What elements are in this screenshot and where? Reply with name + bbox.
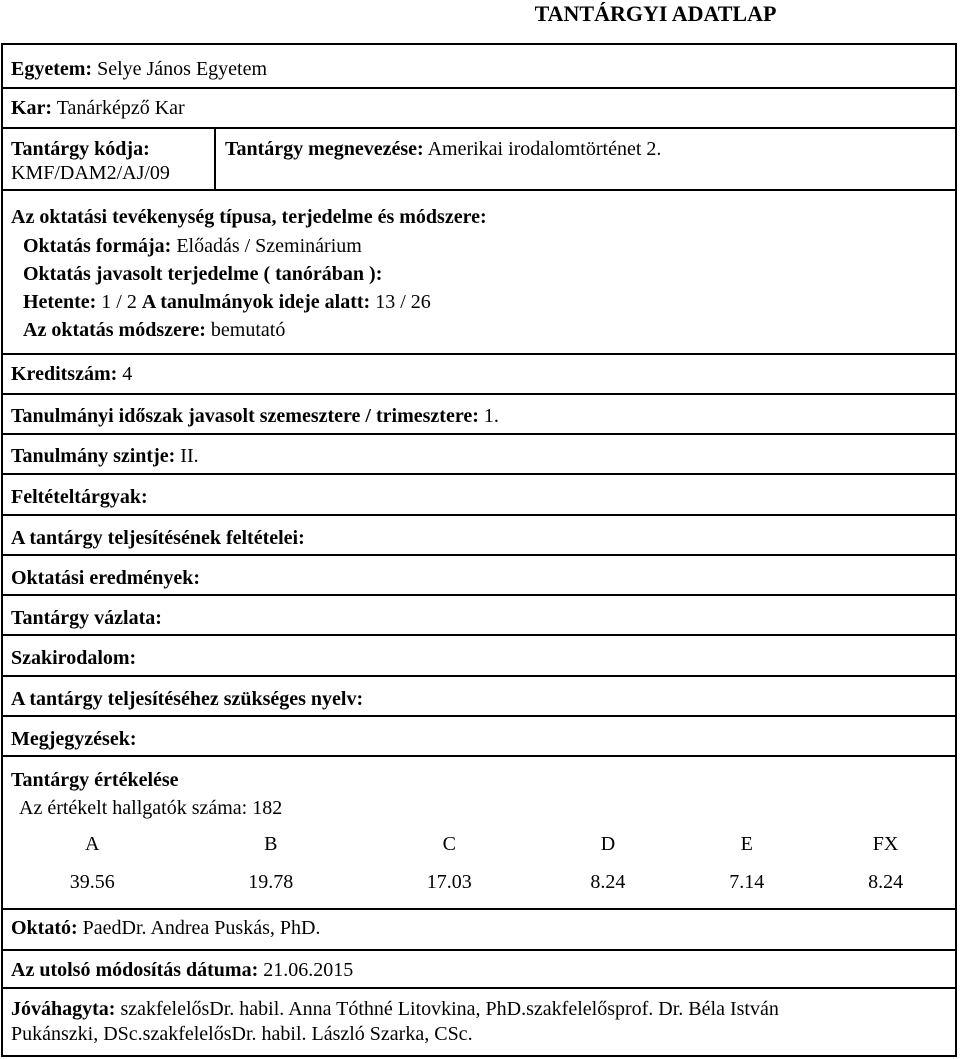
literature-row bbox=[3, 634, 955, 675]
faculty-row bbox=[3, 87, 955, 127]
course-data-sheet bbox=[1, 43, 957, 1057]
conditions-row bbox=[3, 514, 955, 554]
notes-row bbox=[3, 715, 955, 755]
method-label: Az oktatás módszere: bbox=[23, 319, 206, 341]
course-code-label: Tantárgy kódja: bbox=[11, 138, 150, 160]
grade-value: 7.14 bbox=[729, 870, 765, 893]
teacher-label: Oktató: bbox=[11, 917, 78, 939]
level-value: II. bbox=[180, 445, 199, 467]
credits-label: Kreditszám: bbox=[11, 363, 118, 385]
course-name-label: Tantárgy megnevezése: bbox=[225, 138, 424, 160]
faculty-label: Kar: bbox=[11, 97, 53, 119]
grade-header: C bbox=[442, 832, 456, 855]
grade-value: 17.03 bbox=[426, 870, 472, 893]
grade-header: B bbox=[264, 832, 278, 855]
credits-row bbox=[3, 353, 955, 393]
teaching-scope-label: Oktatás javasolt terjedelme ( tanórában ): bbox=[23, 263, 383, 285]
conditions-label: A tantárgy teljesítésének feltételei: bbox=[11, 527, 305, 549]
teacher-value: PaedDr. Andrea Puskás, PhD. bbox=[82, 917, 321, 939]
grade-value: 8.24 bbox=[590, 870, 626, 893]
weekly-label: Hetente: bbox=[23, 291, 97, 313]
last-modified-value: 21.06.2015 bbox=[263, 959, 354, 981]
teacher-row bbox=[3, 908, 955, 949]
column-divider bbox=[214, 129, 216, 189]
grade-value: 39.56 bbox=[69, 870, 115, 893]
outcomes-label: Oktatási eredmények: bbox=[11, 567, 201, 589]
grade-table bbox=[3, 825, 955, 901]
literature-label: Szakirodalom: bbox=[11, 647, 137, 669]
last-modified-row bbox=[3, 949, 955, 987]
university-label: Egyetem: bbox=[11, 58, 93, 80]
grade-header: E bbox=[740, 832, 753, 855]
language-label: A tantárgy teljesítéséhez szükséges nyelv: bbox=[11, 688, 364, 710]
grade-header-row bbox=[3, 825, 955, 863]
university-row bbox=[11, 57, 267, 81]
teaching-row bbox=[3, 189, 955, 353]
outcomes-row bbox=[3, 554, 955, 594]
prerequisites-row bbox=[3, 473, 955, 514]
approved-line2: Pukánszki, DSc.szakfelelősDr. habil. László Szarka, CSc. bbox=[11, 1023, 473, 1045]
university-value: Selye János Egyetem bbox=[97, 58, 268, 80]
outline-label: Tantárgy vázlata: bbox=[11, 607, 162, 629]
course-code-value: KMF/DAM2/AJ/09 bbox=[11, 162, 170, 184]
teaching-form-label: Oktatás formája: bbox=[23, 235, 172, 257]
teaching-heading: Az oktatási tevékenység típusa, terjedelme és módszere: bbox=[11, 206, 487, 228]
language-row bbox=[3, 675, 955, 715]
grade-value-row bbox=[3, 863, 955, 901]
period-value: 13 / 26 bbox=[375, 291, 431, 313]
prerequisites-label: Feltételtárgyak: bbox=[11, 486, 148, 508]
course-id-row bbox=[3, 127, 955, 189]
page-title: TANTÁRGYI ADATLAP bbox=[534, 1, 777, 26]
level-row bbox=[3, 433, 955, 473]
approved-label: Jóváhagyta: bbox=[11, 998, 116, 1020]
outline-row bbox=[3, 594, 955, 634]
grade-value: 19.78 bbox=[248, 870, 294, 893]
semester-value: 1. bbox=[483, 405, 499, 427]
level-label: Tanulmány szintje: bbox=[11, 445, 176, 467]
approved-line1: szakfelelősDr. habil. Anna Tóthné Litovkina, PhD.szakfelelősprof. Dr. Béla István bbox=[120, 998, 779, 1020]
semester-row bbox=[3, 393, 955, 433]
grade-header: FX bbox=[872, 832, 899, 855]
grade-header: A bbox=[85, 832, 100, 855]
grade-header: D bbox=[600, 832, 616, 855]
evaluation-row bbox=[3, 755, 955, 908]
credits-value: 4 bbox=[122, 363, 133, 385]
last-modified-label: Az utolsó módosítás dátuma: bbox=[11, 959, 259, 981]
teaching-form-value: Előadás / Szeminárium bbox=[176, 235, 362, 257]
period-label: A tanulmányok ideje alatt: bbox=[141, 291, 371, 313]
grade-value: 8.24 bbox=[868, 870, 904, 893]
course-name-value: Amerikai irodalomtörténet 2. bbox=[427, 138, 662, 160]
approved-row bbox=[3, 987, 955, 1055]
notes-label: Megjegyzések: bbox=[11, 728, 137, 750]
evaluated-count: Az értékelt hallgatók száma: 182 bbox=[19, 797, 283, 819]
evaluation-heading: Tantárgy értékelése bbox=[11, 769, 179, 791]
weekly-value: 1 / 2 bbox=[101, 291, 137, 313]
method-value: bemutató bbox=[210, 319, 286, 341]
semester-label: Tanulmányi időszak javasolt szemesztere / trimesztere: bbox=[11, 405, 479, 427]
faculty-value: Tanárképző Kar bbox=[56, 97, 185, 119]
